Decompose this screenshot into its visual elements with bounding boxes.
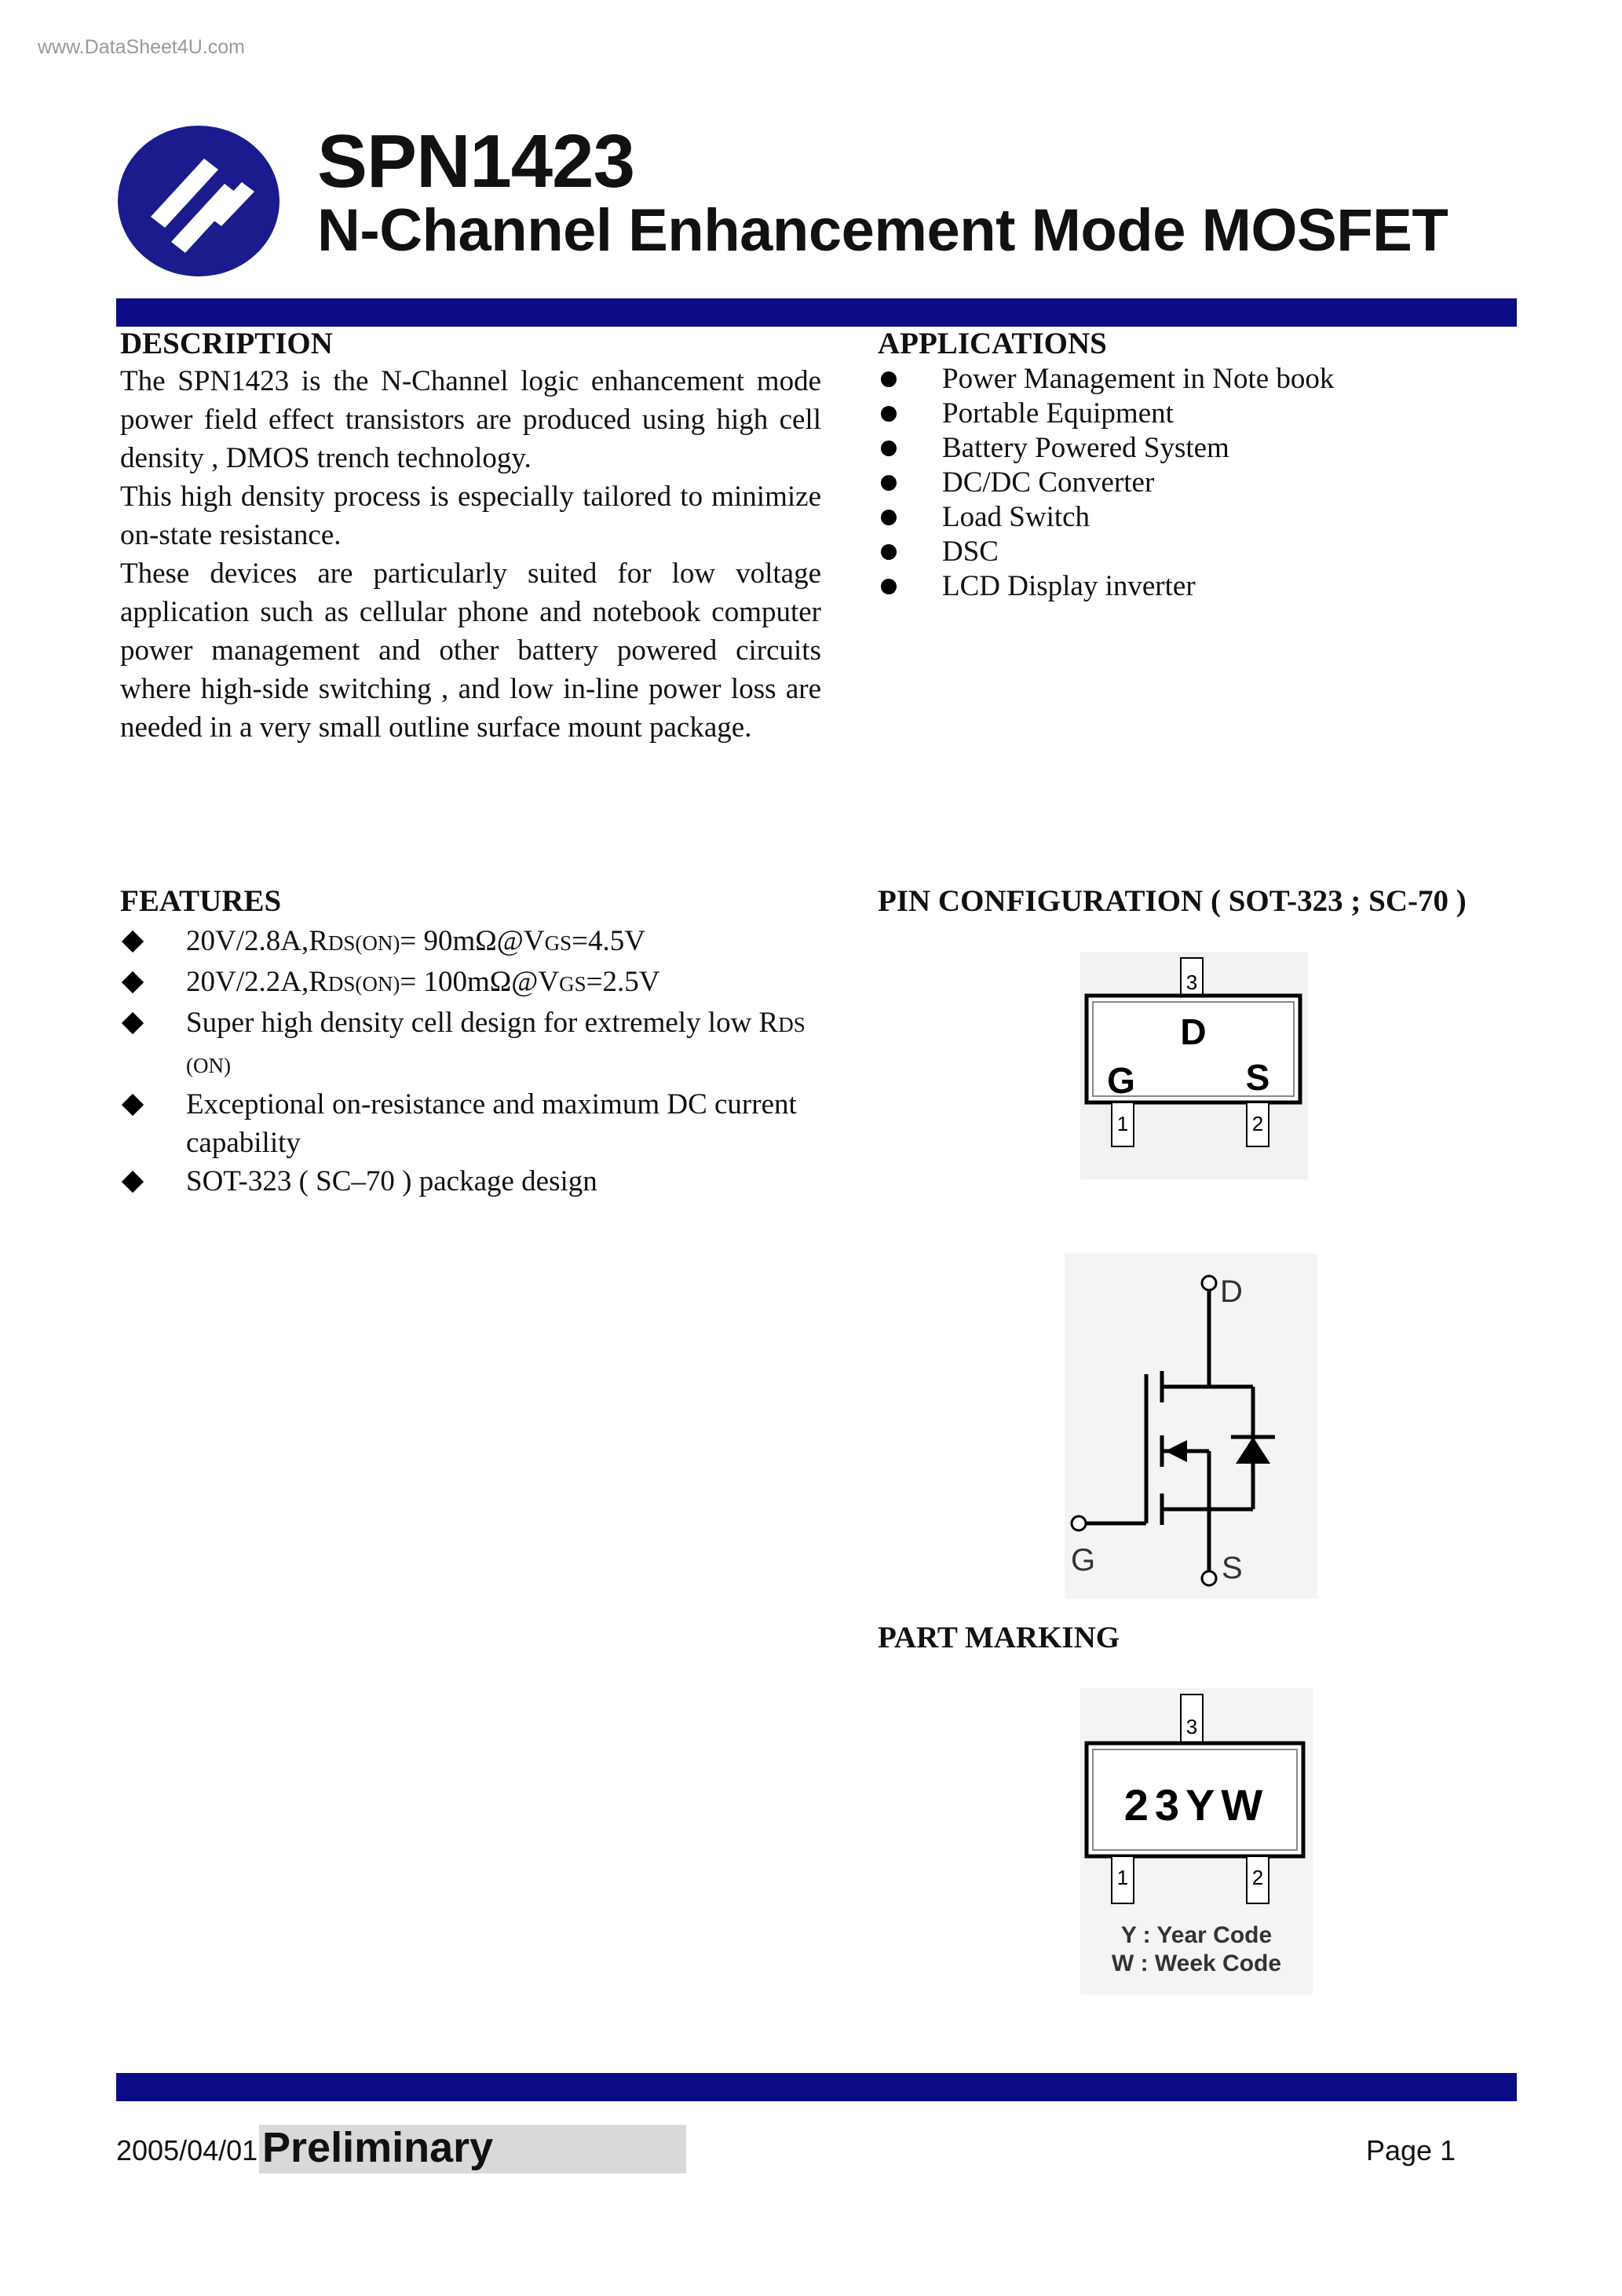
list-item: Battery Powered System xyxy=(878,431,1334,466)
drain-label: D xyxy=(1180,1011,1207,1052)
list-item: Load Switch xyxy=(878,500,1334,535)
bullet-icon xyxy=(881,475,897,491)
diamond-bullet-icon xyxy=(122,930,144,952)
pin-number-1: 1 xyxy=(1116,1112,1129,1135)
bullet-icon xyxy=(881,544,897,560)
description-paragraph: This high density process is especially tailored to minimize on-state resistance. xyxy=(120,481,821,551)
company-logo xyxy=(116,124,281,278)
week-code-legend: W : Week Code xyxy=(1111,1951,1282,1976)
bullet-icon xyxy=(881,441,897,456)
marking-pin-number-2: 2 xyxy=(1251,1866,1264,1889)
pin-configuration-diagram xyxy=(1080,952,1308,1179)
description-body xyxy=(120,362,821,747)
list-item: 20V/2.2A,RDS(ON)= 100mΩ@VGS=2.5V xyxy=(120,963,811,1004)
diamond-bullet-icon xyxy=(122,1171,144,1193)
preliminary-label: Preliminary xyxy=(262,2124,494,2171)
gate-terminal-label: G xyxy=(1071,1543,1096,1578)
diamond-bullet-icon xyxy=(122,971,144,993)
description-paragraph: These devices are particularly suited for low voltage application such as cellular phone and notebook computer power management and other battery powered circuits where high-side switching , and low in-line power loss are needed in a very small outline surface mount package. xyxy=(120,558,821,744)
pin-number-2: 2 xyxy=(1251,1112,1264,1135)
marking-pin-number-3: 3 xyxy=(1185,1715,1198,1738)
list-item: DSC xyxy=(878,535,1334,569)
applications-heading: APPLICATIONS xyxy=(878,327,1107,360)
list-item: 20V/2.8A,RDS(ON)= 90mΩ@VGS=4.5V xyxy=(120,922,811,963)
description-heading: DESCRIPTION xyxy=(120,327,333,360)
description-paragraph: The SPN1423 is the N-Channel logic enhancement mode power field effect transistors are produced using high cell density , DMOS trench technology. xyxy=(120,365,821,474)
drain-terminal-label: D xyxy=(1220,1274,1243,1309)
pin-config-heading: PIN CONFIGURATION ( SOT-323 ; SC-70 ) xyxy=(878,884,1467,918)
list-item: DC/DC Converter xyxy=(878,466,1334,500)
list-item: SOT-323 ( SC–70 ) package design xyxy=(120,1162,811,1201)
list-item: LCD Display inverter xyxy=(878,569,1334,604)
marking-pin-number-1: 1 xyxy=(1116,1866,1129,1889)
document-date: 2005/04/01 xyxy=(116,2134,258,2166)
list-item: Power Management in Note book xyxy=(878,362,1334,397)
part-marking-heading: PART MARKING xyxy=(878,1621,1120,1654)
page-number: Page 1 xyxy=(1366,2134,1456,2166)
list-item: Portable Equipment xyxy=(878,397,1334,431)
list-item: Super high density cell design for extremely low RDS (ON) xyxy=(120,1004,811,1085)
pin-number-3: 3 xyxy=(1185,971,1198,994)
header-rule xyxy=(116,298,1517,327)
features-heading: FEATURES xyxy=(120,884,282,918)
gate-label: G xyxy=(1107,1060,1135,1101)
bullet-icon xyxy=(881,579,897,594)
diamond-bullet-icon xyxy=(122,1012,144,1034)
footer-rule xyxy=(116,2073,1517,2101)
watermark: www.DataSheet4U.com xyxy=(38,36,246,58)
part-number: SPN1423 xyxy=(317,119,634,203)
marking-code: 23YW xyxy=(1123,1780,1269,1830)
bullet-icon xyxy=(881,371,897,387)
list-item: Exceptional on-resistance and maximum DC current capability xyxy=(120,1085,811,1162)
source-terminal-label: S xyxy=(1222,1551,1243,1585)
features-list xyxy=(120,922,811,1201)
part-marking-diagram xyxy=(1080,1688,1313,1994)
bullet-icon xyxy=(881,406,897,422)
source-label: S xyxy=(1245,1057,1270,1098)
bullet-icon xyxy=(881,510,897,525)
year-code-legend: Y : Year Code xyxy=(1120,1922,1273,1948)
diamond-bullet-icon xyxy=(122,1094,144,1116)
applications-list xyxy=(878,362,1334,604)
document-subtitle: N-Channel Enhancement Mode MOSFET xyxy=(317,197,1448,264)
mosfet-schematic-symbol xyxy=(1065,1253,1317,1599)
